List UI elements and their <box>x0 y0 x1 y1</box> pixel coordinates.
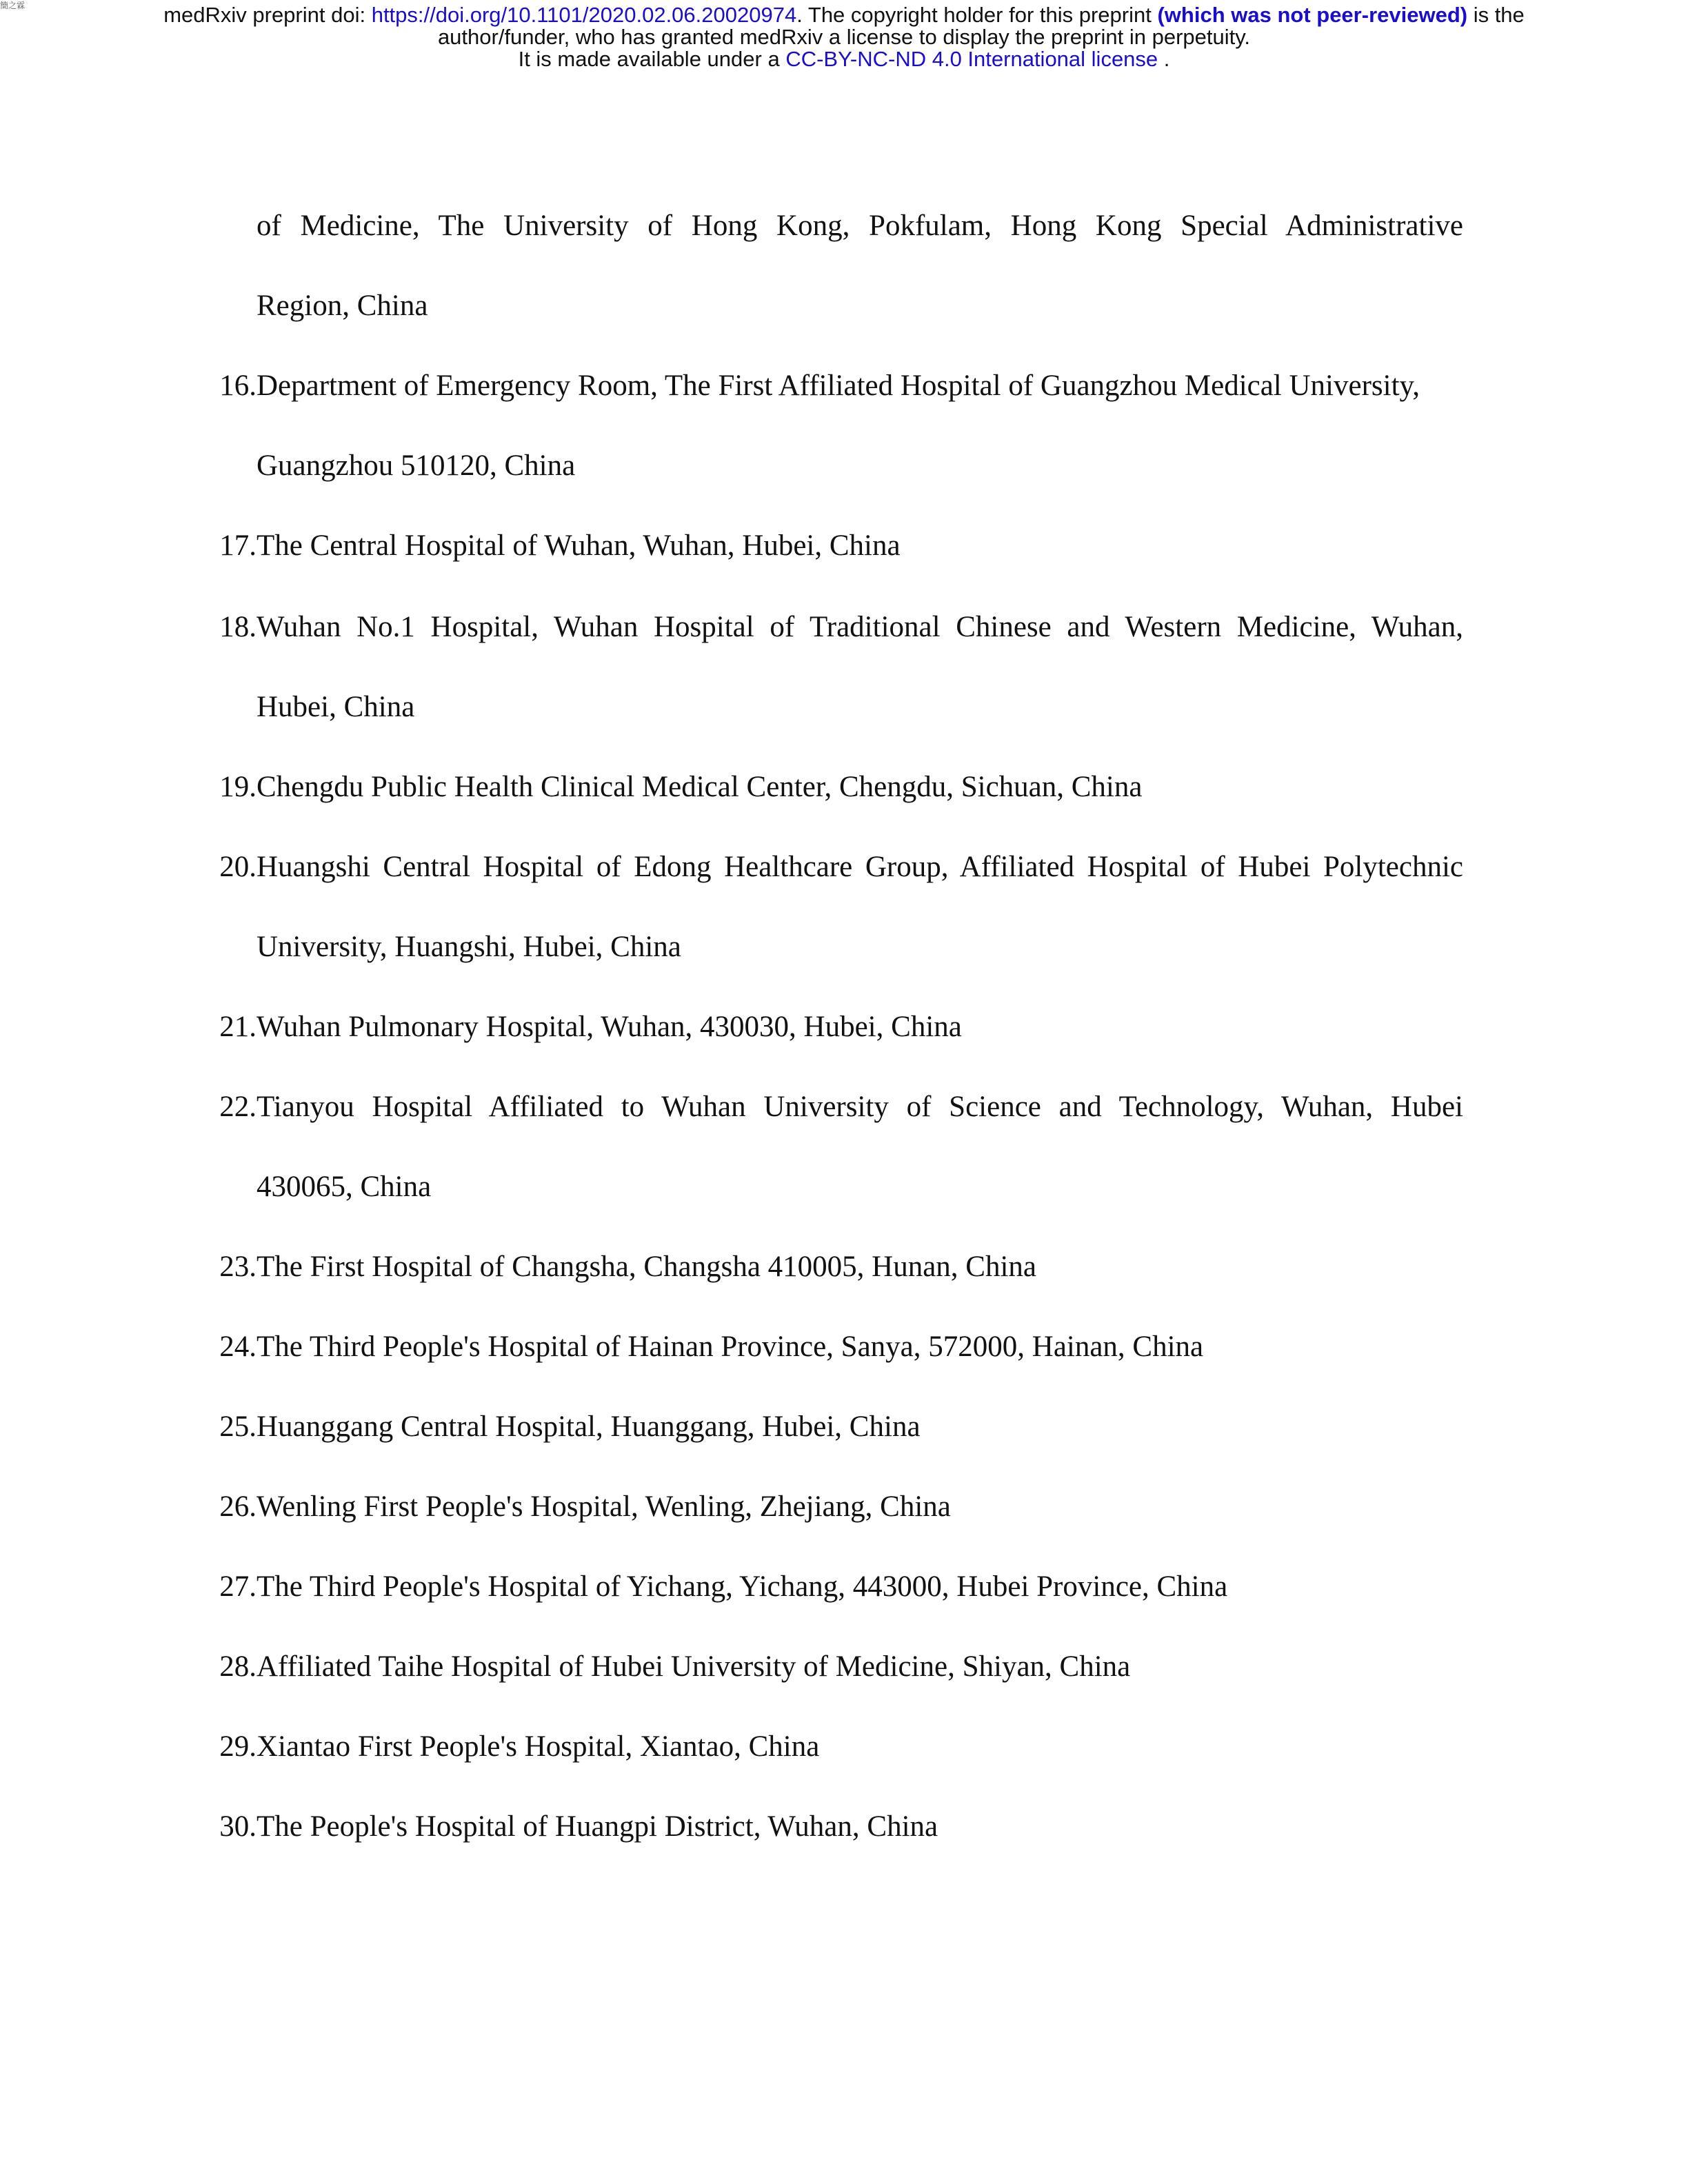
affiliation-29 <box>0 1726 1688 1768</box>
affiliation-text: Huangshi Central Hospital of Edong Healthcare Group, Affiliated Hospital of Hubei Polytechnic <box>257 851 1463 883</box>
affiliation-text: The Central Hospital of Wuhan, Wuhan, Hubei, China <box>257 529 901 562</box>
affiliation-22-line-2 <box>0 1166 1688 1208</box>
affiliation-number: 21. <box>219 1011 257 1043</box>
preprint-banner <box>0 4 1688 70</box>
affiliation-text: Department of Emergency Room, The First Affiliated Hospital of Guangzhou Medical University, <box>257 370 1420 402</box>
affiliation-number: 16. <box>219 370 257 402</box>
affiliation-text: Wuhan No.1 Hospital, Wuhan Hospital of Traditional Chinese and Western Medicine, Wuhan, <box>257 611 1463 643</box>
affiliation-text: Tianyou Hospital Affiliated to Wuhan University of Science and Technology, Wuhan, Hubei <box>257 1091 1463 1123</box>
license-link[interactable]: CC-BY-NC-ND 4.0 International license <box>785 47 1158 71</box>
license-suffix: . <box>1158 47 1170 71</box>
affiliation-text: Xiantao First People's Hospital, Xiantao, China <box>257 1730 820 1763</box>
affiliation-text: Guangzhou 510120, China <box>257 449 576 482</box>
license-prefix: It is made available under a <box>518 47 786 71</box>
affiliation-27 <box>0 1566 1688 1608</box>
affiliation-text: Hubei, China <box>257 691 415 723</box>
banner-middle: . The copyright holder for this preprint <box>796 3 1158 27</box>
affiliation-number: 30. <box>219 1810 257 1843</box>
banner-line-1 <box>0 4 1688 26</box>
affiliation-text: University, Huangshi, Hubei, China <box>257 931 681 963</box>
affiliation-22 <box>0 1086 1688 1128</box>
peer-review-note: (which was not peer-reviewed) <box>1157 3 1468 27</box>
affiliation-text: Region, China <box>257 290 428 322</box>
affiliation-number: 22. <box>219 1091 257 1123</box>
affiliation-text: The People's Hospital of Huangpi District, Wuhan, China <box>257 1810 938 1843</box>
affiliation-text: of Medicine, The University of Hong Kong, Pokfulam, Hong Kong Special Administrative <box>257 210 1463 242</box>
affiliation-16-line-2 <box>0 445 1688 487</box>
affiliation-15-continued <box>0 205 1688 247</box>
affiliation-number: 29. <box>219 1730 257 1763</box>
affiliation-text: The Third People's Hospital of Yichang, Yichang, 443000, Hubei Province, China <box>257 1570 1228 1603</box>
affiliation-number: 18. <box>219 611 257 643</box>
affiliation-number: 24. <box>219 1331 257 1363</box>
affiliation-text: The Third People's Hospital of Hainan Province, Sanya, 572000, Hainan, China <box>257 1331 1204 1363</box>
affiliation-number: 20. <box>219 851 257 883</box>
affiliation-25 <box>0 1406 1688 1448</box>
affiliation-number: 26. <box>219 1490 257 1523</box>
affiliation-number: 17. <box>219 529 257 562</box>
affiliation-number: 28. <box>219 1650 257 1683</box>
banner-prefix: medRxiv preprint doi: <box>163 3 372 27</box>
affiliation-number: 25. <box>219 1410 257 1443</box>
affiliation-text: Affiliated Taihe Hospital of Hubei University of Medicine, Shiyan, China <box>257 1650 1131 1683</box>
affiliation-text: Huanggang Central Hospital, Huanggang, Hubei, China <box>257 1410 921 1443</box>
banner-line-3 <box>0 48 1688 70</box>
affiliation-19 <box>0 767 1688 808</box>
affiliation-text: Chengdu Public Health Clinical Medical Center, Chengdu, Sichuan, China <box>257 771 1143 803</box>
banner-line-2: author/funder, who has granted medRxiv a license to display the preprint in perpetuity. <box>437 25 1251 49</box>
affiliation-16 <box>0 365 1688 407</box>
affiliation-21 <box>0 1007 1688 1048</box>
affiliation-number: 23. <box>219 1251 257 1283</box>
affiliation-text: The First Hospital of Changsha, Changsha 410005, Hunan, China <box>257 1251 1037 1283</box>
affiliation-23 <box>0 1246 1688 1288</box>
affiliation-text: 430065, China <box>257 1171 432 1203</box>
affiliation-26 <box>0 1486 1688 1528</box>
affiliation-number: 19. <box>219 771 257 803</box>
affiliation-18 <box>0 607 1688 648</box>
banner-suffix: is the <box>1467 3 1525 27</box>
affiliation-number: 27. <box>219 1570 257 1603</box>
affiliation-17 <box>0 525 1688 567</box>
affiliation-text: Wenling First People's Hospital, Wenling, Zhejiang, China <box>257 1490 951 1523</box>
affiliation-text: Wuhan Pulmonary Hospital, Wuhan, 430030, Hubei, China <box>257 1011 962 1043</box>
affiliation-30 <box>0 1806 1688 1848</box>
affiliation-20-line-2 <box>0 927 1688 968</box>
affiliation-28 <box>0 1646 1688 1688</box>
affiliation-15-continued-line-2 <box>0 285 1688 327</box>
corner-stamp: 簡之霖 <box>0 1 26 10</box>
affiliation-18-line-2 <box>0 687 1688 728</box>
affiliation-20 <box>0 847 1688 888</box>
doi-link[interactable]: https://doi.org/10.1101/2020.02.06.20020974 <box>371 3 797 27</box>
affiliation-24 <box>0 1326 1688 1368</box>
